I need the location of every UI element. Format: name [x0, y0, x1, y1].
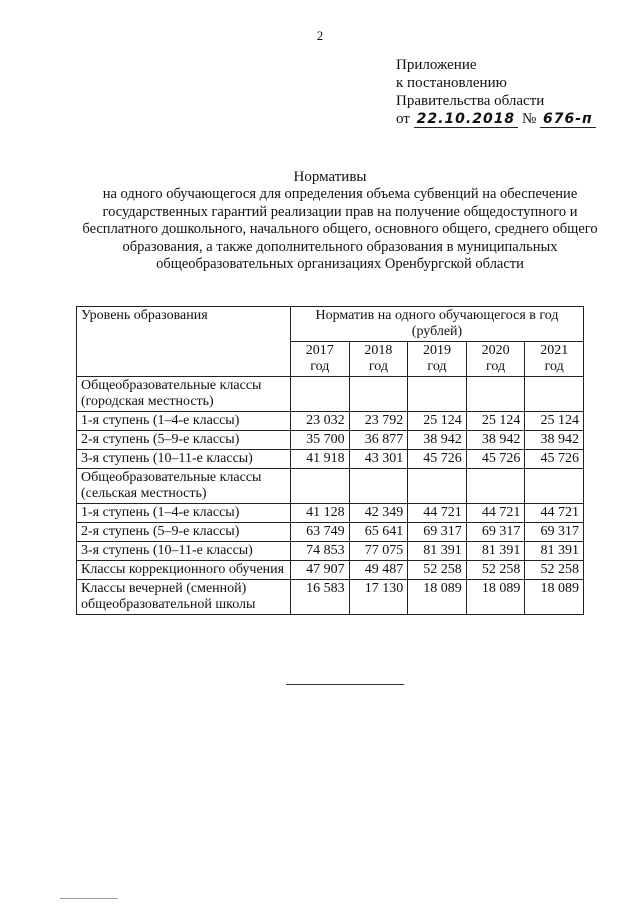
header-year: 2021 год: [525, 342, 584, 377]
table-row: [77, 469, 584, 504]
row-value: 65 641: [349, 523, 408, 542]
row-value: 38 942: [408, 431, 467, 450]
row-label: 1-я ступень (1–4-е классы): [77, 412, 291, 431]
row-value: 41 128: [291, 504, 350, 523]
row-value: [349, 377, 408, 412]
table-row: [77, 450, 584, 469]
row-label: 2-я ступень (5–9-е классы): [77, 523, 291, 542]
row-value: 23 032: [291, 412, 350, 431]
row-value: 81 391: [525, 542, 584, 561]
row-value: 25 124: [408, 412, 467, 431]
row-value: 44 721: [525, 504, 584, 523]
header-year: 2020 год: [466, 342, 525, 377]
row-value: [408, 469, 467, 504]
footer-mark: [60, 898, 118, 899]
row-value: 81 391: [466, 542, 525, 561]
row-label: Классы коррекционного обучения: [77, 561, 291, 580]
header-year: 2019 год: [408, 342, 467, 377]
row-value: [408, 377, 467, 412]
row-value: [291, 377, 350, 412]
row-value: 44 721: [408, 504, 467, 523]
row-label: Классы вечерней (сменной) общеобразовательной школы: [77, 580, 291, 615]
row-value: 16 583: [291, 580, 350, 615]
header-year: 2017 год: [291, 342, 350, 377]
header-year: 2018 год: [349, 342, 408, 377]
table-row: [77, 523, 584, 542]
row-value: [525, 377, 584, 412]
row-label: 3-я ступень (10–11-е классы): [77, 542, 291, 561]
table-row: [77, 431, 584, 450]
appendix-line-2: к постановлению: [396, 75, 507, 91]
row-label: Общеобразовательные классы (городская местность): [77, 377, 291, 412]
row-value: 47 907: [291, 561, 350, 580]
row-value: 45 726: [466, 450, 525, 469]
row-value: 77 075: [349, 542, 408, 561]
row-value: 45 726: [525, 450, 584, 469]
row-value: 41 918: [291, 450, 350, 469]
appendix-line-1: Приложение: [396, 57, 477, 73]
document-title: Нормативы: [293, 169, 367, 185]
row-label: 1-я ступень (1–4-е классы): [77, 504, 291, 523]
document-subtitle: на одного обучающегося для определения объема субвенций на обеспечение государственных гарантий реализации прав на получение общедоступного и бесплатного дошкольного, начального общего, основного общего, среднего общего образования, а также дополнительного образования в муниципальных общеобразовательных организациях Оренбургской области: [82, 186, 598, 272]
row-value: 18 089: [525, 580, 584, 615]
table-row: [77, 580, 584, 615]
row-value: [466, 377, 525, 412]
row-value: 69 317: [466, 523, 525, 542]
row-label: Общеобразовательные классы (сельская местность): [77, 469, 291, 504]
norms-table: [76, 306, 584, 615]
row-value: 69 317: [525, 523, 584, 542]
table-row: [77, 561, 584, 580]
row-value: 52 258: [466, 561, 525, 580]
row-value: [349, 469, 408, 504]
appendix-date-line: [396, 110, 596, 128]
row-value: 38 942: [525, 431, 584, 450]
row-value: 81 391: [408, 542, 467, 561]
row-label: 3-я ступень (10–11-е классы): [77, 450, 291, 469]
row-value: 74 853: [291, 542, 350, 561]
row-label: 2-я ступень (5–9-е классы): [77, 431, 291, 450]
row-value: 18 089: [466, 580, 525, 615]
row-value: 25 124: [466, 412, 525, 431]
row-value: 49 487: [349, 561, 408, 580]
row-value: 45 726: [408, 450, 467, 469]
table-row: [77, 542, 584, 561]
row-value: 36 877: [349, 431, 408, 450]
row-value: 52 258: [408, 561, 467, 580]
row-value: 52 258: [525, 561, 584, 580]
page-number: 2: [316, 28, 324, 43]
row-value: 44 721: [466, 504, 525, 523]
header-level: Уровень образования: [77, 307, 291, 377]
row-value: 38 942: [466, 431, 525, 450]
row-value: 43 301: [349, 450, 408, 469]
appendix-block: [396, 56, 596, 128]
from-label: от: [396, 111, 410, 127]
handwritten-number: 676-п: [540, 111, 596, 128]
row-value: [466, 469, 525, 504]
end-rule: [286, 684, 404, 685]
row-value: 17 130: [349, 580, 408, 615]
row-value: 42 349: [349, 504, 408, 523]
table-row: [77, 504, 584, 523]
table-row: [77, 377, 584, 412]
table-header-row: [77, 307, 584, 342]
row-value: 63 749: [291, 523, 350, 542]
header-norm: Норматив на одного обучающегося в год (рублей): [291, 307, 584, 342]
table-body: [77, 377, 584, 615]
row-value: 35 700: [291, 431, 350, 450]
row-value: 18 089: [408, 580, 467, 615]
row-value: [525, 469, 584, 504]
row-value: 69 317: [408, 523, 467, 542]
row-value: 25 124: [525, 412, 584, 431]
appendix-line-3: Правительства области: [396, 93, 545, 109]
handwritten-date: 22.10.2018: [414, 111, 519, 128]
row-value: [291, 469, 350, 504]
number-label: №: [521, 111, 537, 127]
row-value: 23 792: [349, 412, 408, 431]
table-row: [77, 412, 584, 431]
